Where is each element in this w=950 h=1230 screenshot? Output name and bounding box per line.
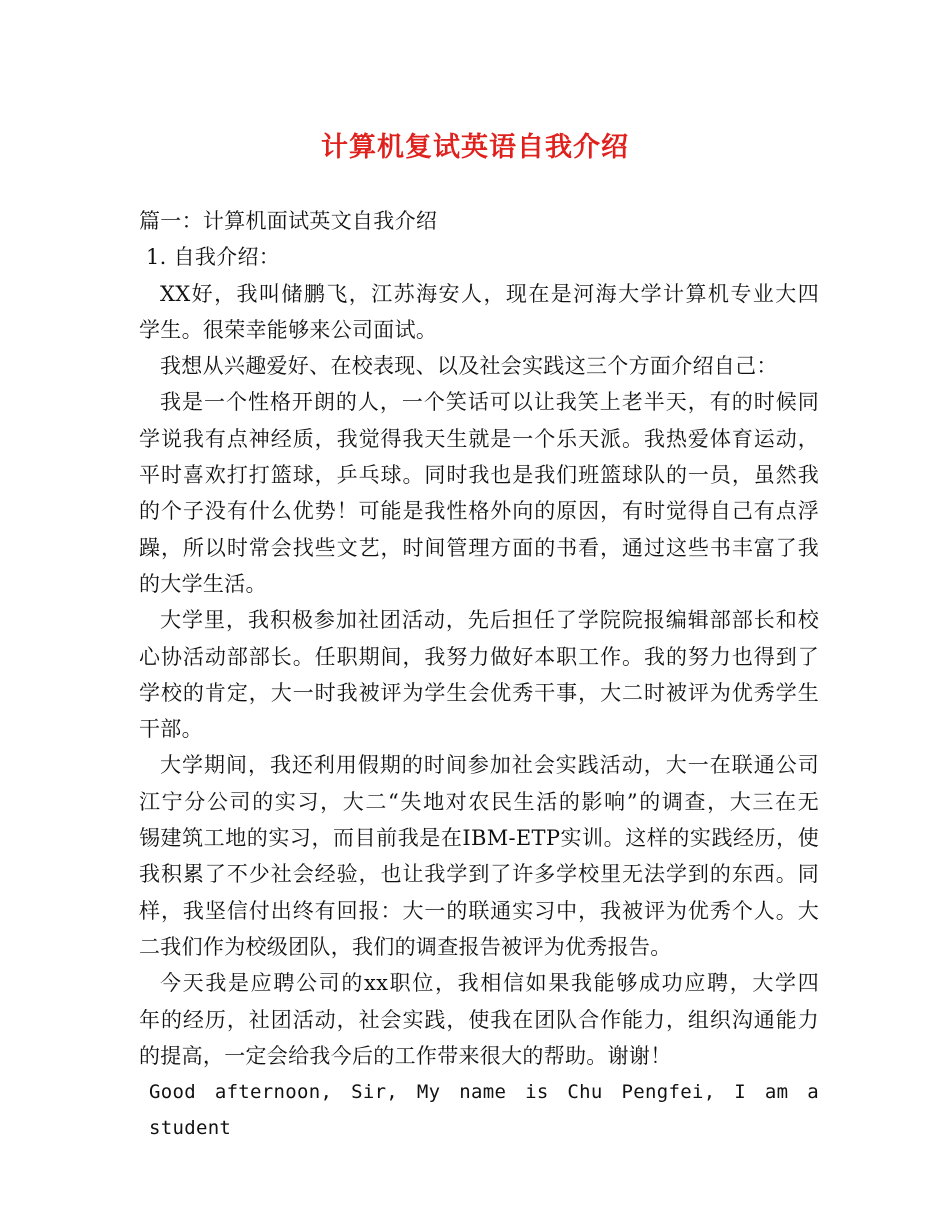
paragraph-line: 的大学生活。 xyxy=(139,571,267,596)
paragraph-line: 干部。 xyxy=(139,717,203,742)
paragraph-line: 心协活动部部长。任职期间，我努力做好本职工作。我的努力也得到了 xyxy=(139,644,819,669)
paragraph-line: 今天我是应聘公司的xx职位，我相信如果我能够成功应聘，大学四 xyxy=(160,971,819,996)
paragraph-line: 我想从兴趣爱好、在校表现、以及社会实践这三个方面介绍自己： xyxy=(160,354,778,379)
document-body xyxy=(139,203,819,1140)
paragraph-line: 平时喜欢打打篮球，乒乓球。同时我也是我们班篮球队的一员，虽然我 xyxy=(139,463,819,488)
paragraph-line: XX好，我叫储鹏飞，江苏海安人，现在是河海大学计算机专业大四 xyxy=(160,281,819,306)
english-paragraph-line: Good afternoon, Sir, My name is Chu Pengfei, I am a student xyxy=(149,1081,819,1140)
paragraph-line: 的个子没有什么优势！可能是我性格外向的原因，有时觉得自己有点浮 xyxy=(139,499,819,524)
paragraph-line: 躁，所以时常会找些文艺，时间管理方面的书看，通过这些书丰富了我 xyxy=(139,535,819,560)
paragraph-line: 江宁分公司的实习，大二“失地对农民生活的影响”的调查，大三在无 xyxy=(139,789,819,814)
document-title: 计算机复试英语自我介绍 xyxy=(321,132,629,163)
paragraph-line: 学校的肯定，大一时我被评为学生会优秀干事，大二时被评为优秀学生 xyxy=(139,680,819,705)
paragraph-line: 我是一个性格开朗的人，一个笑话可以让我笑上老半天，有的时候同 xyxy=(160,390,819,415)
paragraph-line: 我积累了不少社会经验，也让我学到了许多学校里无法学到的东西。同 xyxy=(139,862,819,887)
paragraph-line: 学生。很荣幸能够来公司面试。 xyxy=(139,317,438,342)
numbered-heading: 1. 自我介绍： xyxy=(139,245,281,270)
section-heading: 篇一：计算机面试英文自我介绍 xyxy=(139,209,438,233)
paragraph-line: 大学期间，我还利用假期的时间参加社会实践活动，大一在联通公司 xyxy=(160,753,819,778)
paragraph-line: 大学里，我积极参加社团活动，先后担任了学院院报编辑部部长和校 xyxy=(160,608,819,633)
paragraph-line: 二我们作为校级团队，我们的调查报告被评为优秀报告。 xyxy=(139,934,672,959)
paragraph-line: 的提高，一定会给我今后的工作带来很大的帮助。谢谢！ xyxy=(139,1043,672,1068)
paragraph-line: 年的经历，社团活动，社会实践，使我在团队合作能力，组织沟通能力 xyxy=(139,1007,819,1032)
paragraph-line: 样，我坚信付出终有回报：大一的联通实习中，我被评为优秀个人。大 xyxy=(139,898,819,923)
paragraph-line: 学说我有点神经质，我觉得我天生就是一个乐天派。我热爱体育运动， xyxy=(139,426,819,451)
paragraph-line: 锡建筑工地的实习，而目前我是在IBM-ETP实训。这样的实践经历，使 xyxy=(139,826,819,851)
